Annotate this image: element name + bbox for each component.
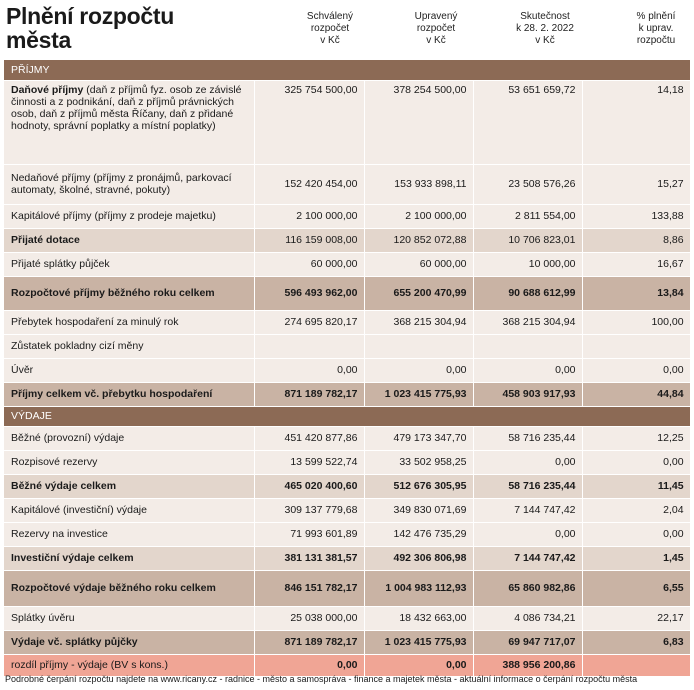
row-label: Přijaté dotace xyxy=(4,228,254,252)
table-row xyxy=(4,522,690,546)
cell-approved: 13 599 522,74 xyxy=(254,450,364,474)
cell-actual: 7 144 747,42 xyxy=(473,498,582,522)
cell-percent xyxy=(582,654,690,676)
cell-approved xyxy=(254,334,364,358)
table-row-difference xyxy=(4,654,690,676)
colhead-approved: Schválený rozpočet v Kč xyxy=(306,11,354,46)
budget-table xyxy=(4,60,691,677)
table-row-total xyxy=(4,630,690,654)
cell-adjusted: 0,00 xyxy=(364,654,473,676)
cell-actual: 0,00 xyxy=(473,450,582,474)
table-row xyxy=(4,334,690,358)
cell-actual: 58 716 235,44 xyxy=(473,426,582,450)
cell-percent: 0,00 xyxy=(582,450,690,474)
cell-approved: 152 420 454,00 xyxy=(254,164,364,204)
table-row-total xyxy=(4,570,690,606)
table-row xyxy=(4,310,690,334)
cell-approved: 60 000,00 xyxy=(254,252,364,276)
row-label: Přijaté splátky půjček xyxy=(4,252,254,276)
row-label: Příjmy celkem vč. přebytku hospodaření xyxy=(4,382,254,406)
title-line-1: Plnění rozpočtu xyxy=(6,3,175,29)
section-income xyxy=(4,60,690,80)
cell-actual: 23 508 576,26 xyxy=(473,164,582,204)
cell-adjusted: 655 200 470,99 xyxy=(364,276,473,310)
cell-approved: 274 695 820,17 xyxy=(254,310,364,334)
table-row xyxy=(4,252,690,276)
table-row xyxy=(4,426,690,450)
cell-actual: 0,00 xyxy=(473,358,582,382)
table-row-subtotal xyxy=(4,546,690,570)
cell-percent xyxy=(582,334,690,358)
cell-actual: 53 651 659,72 xyxy=(473,80,582,164)
row-label: Kapitálové (investiční) výdaje xyxy=(4,498,254,522)
cell-actual: 7 144 747,42 xyxy=(473,546,582,570)
cell-actual: 2 811 554,00 xyxy=(473,204,582,228)
row-label: Zůstatek pokladny cizí měny xyxy=(4,334,254,358)
row-label: Přebytek hospodaření za minulý rok xyxy=(4,310,254,334)
cell-percent: 22,17 xyxy=(582,606,690,630)
row-label: Výdaje vč. splátky půjčky xyxy=(4,630,254,654)
cell-adjusted: 60 000,00 xyxy=(364,252,473,276)
row-label: Běžné výdaje celkem xyxy=(4,474,254,498)
cell-actual: 4 086 734,21 xyxy=(473,606,582,630)
cell-adjusted: 349 830 071,69 xyxy=(364,498,473,522)
colhead-percent: % plnění k uprav. rozpočtu xyxy=(636,11,676,46)
cell-approved: 871 189 782,17 xyxy=(254,382,364,406)
cell-percent: 11,45 xyxy=(582,474,690,498)
cell-approved: 71 993 601,89 xyxy=(254,522,364,546)
cell-percent: 6,83 xyxy=(582,630,690,654)
cell-approved: 325 754 500,00 xyxy=(254,80,364,164)
cell-adjusted: 378 254 500,00 xyxy=(364,80,473,164)
colhead-adjusted: Upravený rozpočet v Kč xyxy=(414,11,458,46)
row-label: Kapitálové příjmy (příjmy z prodeje majetku) xyxy=(4,204,254,228)
table-row-subtotal xyxy=(4,474,690,498)
cell-percent: 12,25 xyxy=(582,426,690,450)
table-row xyxy=(4,164,690,204)
cell-percent: 13,84 xyxy=(582,276,690,310)
cell-percent: 2,04 xyxy=(582,498,690,522)
cell-actual: 58 716 235,44 xyxy=(473,474,582,498)
cell-percent: 133,88 xyxy=(582,204,690,228)
cell-adjusted xyxy=(364,334,473,358)
cell-approved: 2 100 000,00 xyxy=(254,204,364,228)
cell-actual: 90 688 612,99 xyxy=(473,276,582,310)
cell-actual: 388 956 200,86 xyxy=(473,654,582,676)
cell-approved: 871 189 782,17 xyxy=(254,630,364,654)
cell-adjusted: 142 476 735,29 xyxy=(364,522,473,546)
table-row xyxy=(4,228,690,252)
cell-approved: 465 020 400,60 xyxy=(254,474,364,498)
title-line-2: města xyxy=(6,27,71,53)
row-label: Úvěr xyxy=(4,358,254,382)
cell-percent: 44,84 xyxy=(582,382,690,406)
colhead-actual: Skutečnost k 28. 2. 2022 v Kč xyxy=(516,11,574,46)
table-row xyxy=(4,450,690,474)
table-row-total xyxy=(4,276,690,310)
row-label: Rozpisové rezervy xyxy=(4,450,254,474)
cell-actual: 458 903 917,93 xyxy=(473,382,582,406)
cell-adjusted: 1 023 415 775,93 xyxy=(364,630,473,654)
cell-percent: 0,00 xyxy=(582,358,690,382)
table-row xyxy=(4,204,690,228)
row-label: Rozpočtové příjmy běžného roku celkem xyxy=(4,276,254,310)
cell-actual: 0,00 xyxy=(473,522,582,546)
cell-percent: 100,00 xyxy=(582,310,690,334)
row-label: Daňové příjmy (daň z příjmů fyz. osob ze závislé činnosti a z podnikání, daň z příjmů právnických osob, daň z příjmů města Říčany, daň z přidané hodnoty, správní poplatky a místní poplatky) xyxy=(4,80,254,164)
section-label: VÝDAJE xyxy=(4,406,690,426)
table-row xyxy=(4,606,690,630)
cell-adjusted: 492 306 806,98 xyxy=(364,546,473,570)
cell-adjusted: 479 173 347,70 xyxy=(364,426,473,450)
section-expenses xyxy=(4,406,690,426)
section-label: PŘÍJMY xyxy=(4,60,690,80)
cell-approved: 116 159 008,00 xyxy=(254,228,364,252)
cell-adjusted: 512 676 305,95 xyxy=(364,474,473,498)
cell-actual: 69 947 717,07 xyxy=(473,630,582,654)
row-label: rozdíl příjmy - výdaje (BV s kons.) xyxy=(4,654,254,676)
cell-approved: 25 038 000,00 xyxy=(254,606,364,630)
row-label: Nedaňové příjmy (příjmy z pronájmů, parkovací automaty, školné, stravné, pokuty) xyxy=(4,164,254,204)
cell-approved: 0,00 xyxy=(254,654,364,676)
table-row xyxy=(4,358,690,382)
cell-actual: 65 860 982,86 xyxy=(473,570,582,606)
cell-approved: 309 137 779,68 xyxy=(254,498,364,522)
header xyxy=(0,0,694,60)
footer-note: Podrobné čerpání rozpočtu najdete na www.ricany.cz - radnice - město a samospráva - finance a majetek města - aktuální informace o čerpání rozpočtu města xyxy=(5,674,638,684)
row-label: Běžné (provozní) výdaje xyxy=(4,426,254,450)
table-row-total xyxy=(4,382,690,406)
cell-percent: 15,27 xyxy=(582,164,690,204)
row-label: Rozpočtové výdaje běžného roku celkem xyxy=(4,570,254,606)
cell-approved: 596 493 962,00 xyxy=(254,276,364,310)
cell-percent: 6,55 xyxy=(582,570,690,606)
cell-actual: 10 706 823,01 xyxy=(473,228,582,252)
cell-percent: 1,45 xyxy=(582,546,690,570)
row-label: Investiční výdaje celkem xyxy=(4,546,254,570)
cell-approved: 846 151 782,17 xyxy=(254,570,364,606)
cell-approved: 381 131 381,57 xyxy=(254,546,364,570)
cell-percent: 0,00 xyxy=(582,522,690,546)
cell-actual: 10 000,00 xyxy=(473,252,582,276)
cell-actual xyxy=(473,334,582,358)
cell-adjusted: 0,00 xyxy=(364,358,473,382)
cell-percent: 8,86 xyxy=(582,228,690,252)
cell-approved: 451 420 877,86 xyxy=(254,426,364,450)
cell-adjusted: 368 215 304,94 xyxy=(364,310,473,334)
cell-adjusted: 153 933 898,11 xyxy=(364,164,473,204)
table-row xyxy=(4,80,690,164)
cell-adjusted: 33 502 958,25 xyxy=(364,450,473,474)
cell-percent: 16,67 xyxy=(582,252,690,276)
cell-adjusted: 1 023 415 775,93 xyxy=(364,382,473,406)
table-row xyxy=(4,498,690,522)
cell-adjusted: 18 432 663,00 xyxy=(364,606,473,630)
cell-approved: 0,00 xyxy=(254,358,364,382)
page-title xyxy=(6,4,246,52)
cell-actual: 368 215 304,94 xyxy=(473,310,582,334)
row-label: Splátky úvěru xyxy=(4,606,254,630)
row-label: Rezervy na investice xyxy=(4,522,254,546)
cell-adjusted: 1 004 983 112,93 xyxy=(364,570,473,606)
cell-adjusted: 2 100 000,00 xyxy=(364,204,473,228)
cell-adjusted: 120 852 072,88 xyxy=(364,228,473,252)
cell-percent: 14,18 xyxy=(582,80,690,164)
